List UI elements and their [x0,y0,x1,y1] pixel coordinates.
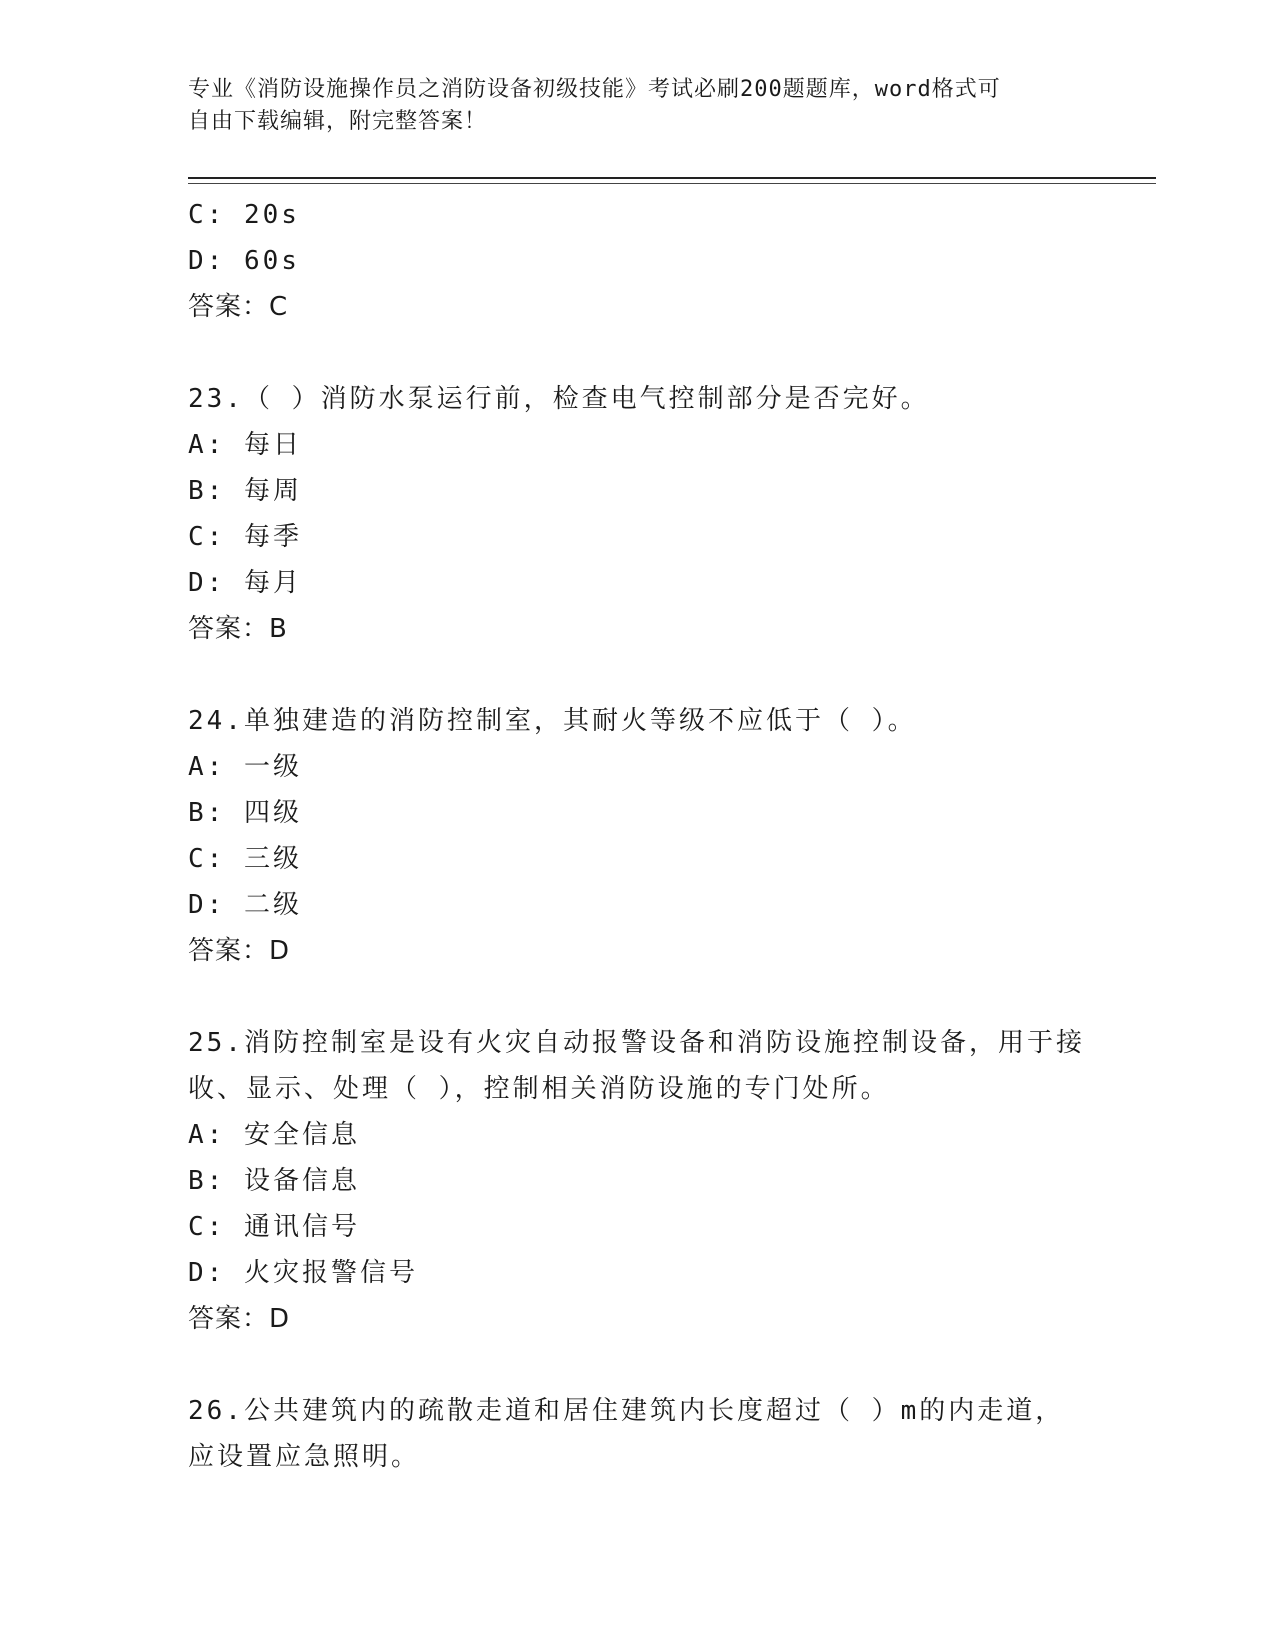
question-stem-line: 收、显示、处理（ ），控制相关消防设施的专门处所。 [188,1074,890,1104]
question-22-continued [188,192,1088,330]
spacer [188,1342,1088,1388]
option-c: C: 每季 [188,522,302,552]
question-24 [188,698,1088,974]
option-d: D: 60s [188,246,300,276]
header-line-2: 自由下载编辑，附完整答案！ [188,109,488,134]
answer-line: 答案：D [188,936,291,966]
spacer [188,652,1088,698]
option-a: A: 每日 [188,430,302,460]
option-b: B: 每周 [188,476,302,506]
question-23 [188,376,1088,652]
header-divider-thick [188,177,1156,179]
option-d: D: 每月 [188,568,302,598]
question-stem-line: 应设置应急照明。 [188,1442,421,1472]
question-stem-line: 24.单独建造的消防控制室，其耐火等级不应低于（ ）。 [188,706,917,736]
spacer [188,974,1088,1020]
document-header [188,74,1088,138]
question-list [188,192,1088,1480]
answer-line: 答案：D [188,1304,291,1334]
option-b: B: 四级 [188,798,302,828]
question-25 [188,1020,1088,1342]
option-d: D: 二级 [188,890,302,920]
answer-line: 答案：B [188,614,288,644]
option-a: A: 安全信息 [188,1120,360,1150]
question-stem [188,1020,1088,1112]
option-d: D: 火灾报警信号 [188,1258,418,1288]
header-divider-thin [188,183,1156,184]
question-stem-line: 23.（ ）消防水泵运行前，检查电气控制部分是否完好。 [188,384,930,414]
question-stem [188,1388,1088,1480]
question-stem [188,376,1088,422]
option-c: C: 20s [188,200,300,230]
spacer [188,330,1088,376]
option-b: B: 设备信息 [188,1166,360,1196]
question-stem-line: 26.公共建筑内的疏散走道和居住建筑内长度超过（ ）m的内走道， [188,1396,1065,1426]
option-c: C: 通讯信号 [188,1212,360,1242]
question-26 [188,1388,1088,1480]
question-stem-line: 25.消防控制室是设有火灾自动报警设备和消防设施控制设备，用于接 [188,1028,1085,1058]
answer-line: 答案：C [188,292,289,322]
option-a: A: 一级 [188,752,302,782]
question-stem [188,698,1088,744]
header-line-1: 专业《消防设施操作员之消防设备初级技能》考试必刷200题题库，word格式可 [188,77,1001,102]
option-c: C: 三级 [188,844,302,874]
